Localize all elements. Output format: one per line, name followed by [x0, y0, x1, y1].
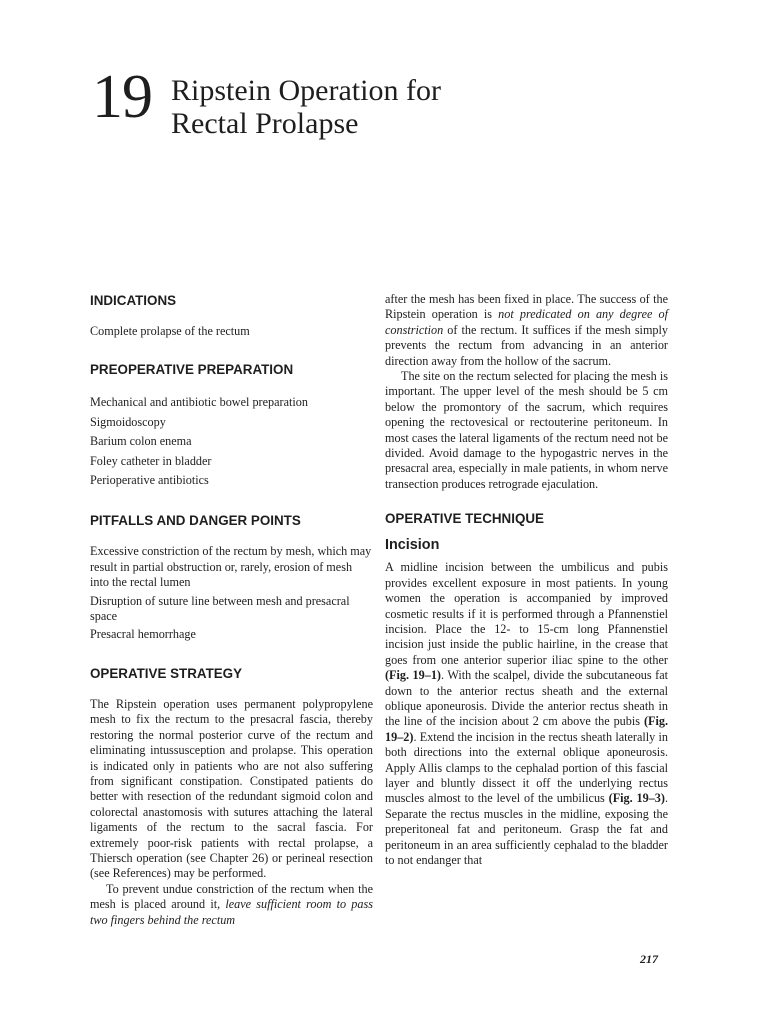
page-number: 217	[640, 952, 658, 966]
figure-reference: (Fig. 19–3)	[608, 791, 665, 806]
text-run: To prevent undue constriction of the rectum when the mesh is placed around it,	[90, 881, 373, 912]
list-item: Complete prolapse of the rectum	[90, 324, 250, 338]
figure-reference: (Fig. 19–2)	[385, 714, 668, 744]
emphasis-text: not predicated on any degree of constriction	[385, 307, 668, 337]
pitfalls-heading: PITFALLS AND DANGER POINTS	[90, 513, 301, 529]
right-column	[385, 292, 668, 868]
chapter-title	[171, 74, 441, 140]
emphasis-text: leave sufficient room to pass two fingers behind the rectum	[90, 897, 373, 927]
chapter-number: 19	[92, 63, 152, 131]
left-column	[90, 292, 373, 928]
list-item: Foley catheter in bladder	[90, 453, 212, 468]
preop-list	[90, 393, 373, 490]
text-run: . Extend the incision in the rectus sheath laterally in both directions into the external oblique aponeurosis. Apply Allis clamps to the cephalad portion of this fascial layer and bluntly dissect it off the underlying rectus muscles almost to the level of the umbilicus	[385, 729, 668, 806]
figure-reference: (Fig. 19–1)	[385, 668, 441, 683]
text-run: of the rectum. It suffices if the mesh simply prevents the rectum from advancing in an anterior direction away from the hollow of the sacrum.	[385, 322, 668, 368]
strategy-paragraph-2-cont	[385, 292, 668, 369]
indications-list	[90, 324, 373, 339]
preop-heading: PREOPERATIVE PREPARATION	[90, 362, 294, 378]
strategy-paragraph-3: The site on the rectum selected for placing the mesh is important. The upper level of the mesh should be 5 cm below the promontory of the sacrum, which requires opening the rectovesical or rectouterine peritoneum. In most cases the lateral ligaments of the rectum need not be divided. Avoid damage to the hypogastric nerves in the presacral area, especially in male patients, in whom nerve transection produces retrograde ejaculation.	[385, 369, 668, 491]
text-run: A midline incision between the umbilicus and pubis provides excellent exposure in most patients. In young women the operation is accompanied by improved cosmetic results if it is performed through a Pfannenstiel incision. Place the 12- to 15-cm long Pfannenstiel incision just inside the public hairline, in the crease that goes from one anterior superior iliac spine to the other	[385, 560, 668, 667]
incision-subheading: Incision	[385, 537, 440, 554]
text-run: . With the scalpel, divide the subcutaneous fat down to the anterior rectus sheath and the external oblique aponeurosis. Divide the anterior rectus sheath in the line of the incision about 2 cm above the pubis	[385, 668, 668, 729]
strategy-paragraph-2-start	[90, 882, 373, 928]
list-item: Disruption of suture line between mesh and presacral space	[90, 593, 350, 624]
list-item: Sigmoidoscopy	[90, 414, 166, 429]
list-item: Mechanical and antibiotic bowel preparation	[90, 395, 308, 410]
indications-heading: INDICATIONS	[90, 293, 177, 308]
strategy-heading: OPERATIVE STRATEGY	[90, 665, 243, 681]
text-run: after the mesh has been fixed in place. The success of the Ripstein operation is	[385, 292, 668, 322]
list-item: Barium colon enema	[90, 434, 192, 449]
technique-heading: OPERATIVE TECHNIQUE	[385, 511, 544, 527]
chapter-title-line-1: Ripstein Operation for	[171, 74, 441, 107]
pitfalls-list	[90, 544, 373, 642]
chapter-title-line-2: Rectal Prolapse	[171, 107, 359, 140]
text-run: . Separate the rectus muscles in the midline, exposing the preperitoneal fat and peritoneum. Grasp the fat and peritoneum in an area sufficiently cephalad to the bladder to not endanger that	[385, 791, 668, 867]
list-item: Excessive constriction of the rectum by mesh, which may result in partial obstruction or, rarely, erosion of mesh into the rectal lumen	[90, 544, 372, 590]
list-item: Perioperative antibiotics	[90, 473, 209, 488]
strategy-paragraph-1: The Ripstein operation uses permanent polypropylene mesh to fix the rectum to the presacral fascia, thereby restoring the normal posterior curve of the rectum and eliminating intussusception and prolapse. This operation is indicated only in patients who are not also suffering from significant constipation. Constipated patients do better with resection of the redundant sigmoid colon and colorectal anastomosis with sutures attaching the lateral ligaments of the rectum to the sacral fascia. For extremely poor-risk patients with rectal prolapse, a Thiersch operation (see Chapter 26) or perineal resection (see References) may be performed.	[90, 696, 373, 881]
incision-paragraph	[385, 560, 668, 868]
list-item: Presacral hemorrhage	[90, 627, 196, 642]
